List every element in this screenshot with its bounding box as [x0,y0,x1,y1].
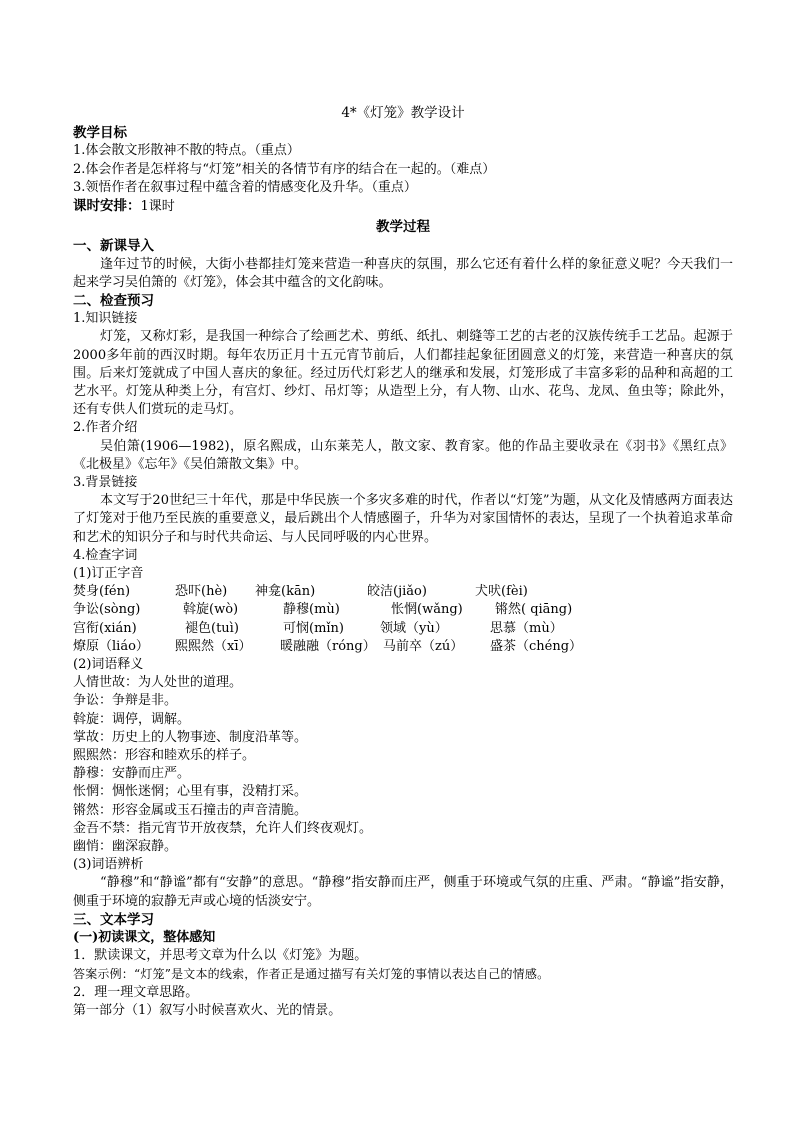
section-2-heading: 二、检查预习 [73,293,154,310]
question-1: 1．默读课文，并思考文章为什么以《灯笼》为题。 [73,948,368,964]
pronunciation-word: 皎洁(jiǎo) [367,584,427,600]
definition-item: 怅惘：惆怅迷惘；心里有事，没精打采。 [73,784,308,800]
background-heading: 3.背景链接 [73,475,138,491]
pronunciation-word: 斡旋(wò) [183,602,239,618]
pronunciation-word: 领域（yù） [380,620,448,636]
pronunciation-word: 暖融融（róng） [280,638,376,654]
pronunciation-word: 争讼(sòng) [73,602,141,618]
definitions-heading: (2)词语释义 [73,657,144,673]
definition-item: 幽悄：幽深寂静。 [73,839,178,855]
background-paragraph: 本文写于20世纪三十年代，那是中华民族一个多灾多难的时代，作者以“灯笼”为题，从文化及情感两方面表达了灯笼对于他乃至民族的重要意义，最后跳出个人情感圈子，升华为对家国情怀的表达，呈现了一个执着追求革命和艺术的知识分子和与时代共命运、与人民同呼吸的内心世界。 [73,493,733,545]
vocab-check-heading: 4.检查字词 [73,547,138,563]
definition-item: 熙熙然：形容和睦欢乐的样子。 [73,748,256,764]
pronunciation-row [73,638,733,656]
definition-item: 静穆：安静而庄严。 [73,766,191,782]
pronunciation-word: 焚身(fén) [73,584,131,600]
definition-item: 争讼：争辩是非。 [73,693,178,709]
pronunciation-word: 宫衔(xián) [73,620,137,636]
knowledge-link-paragraph: 灯笼，又称灯彩，是我国一种综合了绘画艺术、剪纸、纸扎、刺缝等工艺的古老的汉族传统手工艺品。起源于2000多年前的西汉时期。每年农历正月十五元宵节前后，人们都挂起象征团圆意义的灯笼，来营造一种喜庆的氛围。后来灯笼就成了中国人喜庆的象征。经过历代灯彩艺人的继承和发展，灯笼形成了丰富多彩的品种和高超的工艺水平。灯笼从种类上分，有宫灯、纱灯、吊灯等；从造型上分，有人物、山水、花鸟、龙凤、鱼虫等；除此外，还有专供人们赏玩的走马灯。 [73,329,733,418]
author-intro-paragraph: 吴伯箫(1906—1982)，原名熙成，山东莱芜人，散文家、教育家。他的作品主要收录在《羽书》《黑红点》《北极星》《忘年》《吴伯箫散文集》中。 [73,438,733,472]
pronunciation-word: 怅惘(wǎng) [391,602,463,618]
discrimination-heading: (3)词语辨析 [73,857,144,873]
definition-item: 锵然：形容金属或玉石撞击的声音清脆。 [73,802,308,818]
pronunciation-word: 犬吠(fèi) [475,584,528,600]
section-1-heading: 一、新课导入 [73,238,154,255]
schedule-label: 课时安排： [73,198,141,215]
objective-item-2: 2.体会作者是怎样将与“灯笼”相关的各情节有序的结合在一起的。（难点） [73,161,496,177]
pronunciation-word: 燎原（liáo） [73,638,149,654]
discrimination-paragraph: “静穆”和“静谧”都有“安静”的意思。“静穆”指安静而庄严，侧重于环境或气氛的庄重、严肃。“静谧”指安静，侧重于环境的寂静无声或心境的恬淡安宁。 [73,875,733,909]
document-page [73,104,733,1020]
answer-1: 答案示例：“灯笼”是文本的线索，作者正是通过描写有关灯笼的事情以表达自己的情感。 [73,967,550,982]
schedule-line [73,197,733,216]
pronunciation-heading: (1)订正字音 [73,566,144,582]
pronunciation-word: 恐吓(hè) [175,584,228,600]
pronunciation-row [73,620,733,638]
pronunciation-word: 神龛(kān) [255,584,316,600]
pronunciation-word: 盛茶（chéng） [490,638,583,654]
definition-item: 人情世故：为人处世的道理。 [73,675,243,691]
author-intro-heading: 2.作者介绍 [73,420,138,436]
definition-item: 斡旋：调停，调解。 [73,711,191,727]
pronunciation-word: 思慕（mù） [490,620,563,636]
objectives-heading: 教学目标 [73,125,127,142]
document-title: 4*《灯笼》教学设计 [341,105,465,121]
first-reading-heading: (一)初读课文，整体感知 [73,930,216,946]
pronunciation-row [73,601,733,619]
pronunciation-word: 马前卒（zú） [383,638,464,654]
pronunciation-word: 锵然( qiāng) [495,602,573,618]
pronunciation-word: 褪色(tuì) [185,620,239,636]
process-heading: 教学过程 [376,219,430,236]
part-1-summary: 第一部分（1）叙写小时候喜欢火、光的情景。 [73,1002,342,1018]
pronunciation-row [73,583,733,601]
schedule-value: 1课时 [140,199,175,215]
section-1-paragraph: 逢年过节的时候，大街小巷都挂灯笼来营造一种喜庆的氛围，那么它还有着什么样的象征意义呢？今天我们一起来学习吴伯箫的《灯笼》，体会其中蕴含的文化韵味。 [73,256,733,290]
definition-item: 掌故：历史上的人物事迹、制度沿革等。 [73,729,308,745]
objective-item-3: 3.领悟作者在叙事过程中蕴含着的情感变化及升华。（重点） [73,179,417,195]
objective-item-1: 1.体会散文形散神不散的特点。（重点） [73,143,300,159]
pronunciation-word: 可悯(mǐn) [283,620,345,636]
pronunciation-word: 熙熙然（xī） [175,638,252,654]
section-3-heading: 三、文本学习 [73,911,154,928]
knowledge-link-heading: 1.知识链接 [73,311,138,327]
definition-item: 金吾不禁：指元宵节开放夜禁，允许人们终夜观灯。 [73,820,373,836]
question-2: 2．理一理文章思路。 [73,984,199,1000]
pronunciation-word: 静穆(mù) [283,602,340,618]
